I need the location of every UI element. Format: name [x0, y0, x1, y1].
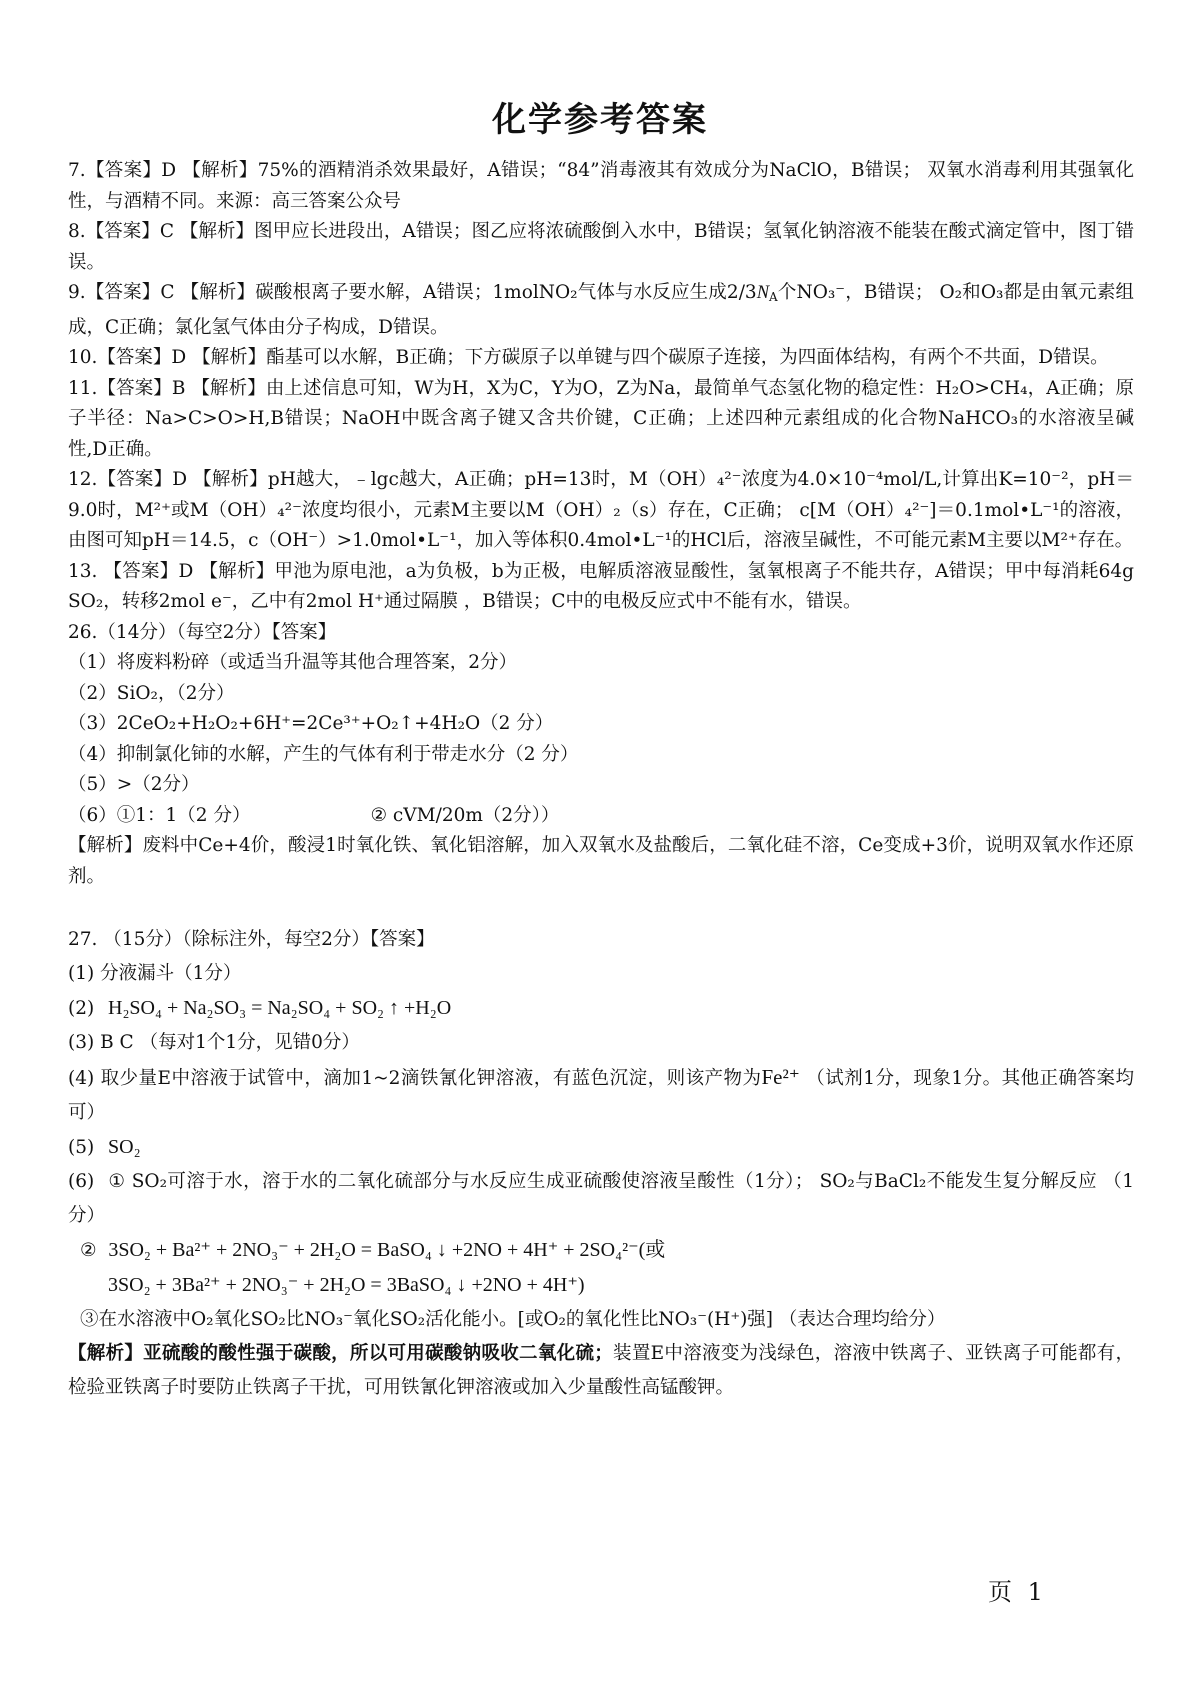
q27-analysis-bold: 【解析】亚硫酸的酸性强于碳酸，所以可用碳酸钠吸收二氧化硫； [68, 1343, 613, 1364]
q27-part-6-1 [68, 1165, 1134, 1233]
q27-part-1: (1) 分液漏斗（1分） [68, 963, 242, 984]
q27-part-2-label: (2) [68, 998, 95, 1019]
q27-analysis-rest: 装置E中溶液变为浅绿色，溶液中铁离子、亚铁离子可能都有，检验亚铁离子时要防止铁离子干扰，可用铁氰化钾溶液或加入少量酸性高锰酸钾。 [68, 1343, 1134, 1398]
avogadro-subscript: A [769, 290, 778, 304]
q27-part-4-ion: Fe²⁺ [761, 1065, 800, 1089]
answer-9-text-b: 个NO₃⁻，B错误； O₂和O₃都是由氧元素组成，C正确；氯化氢气体由分子构成，D错误。 [68, 282, 1134, 338]
q26-part-2: （2）SiO₂，（2分） [68, 682, 235, 704]
q27-part-5 [68, 1130, 1134, 1165]
q27-part-5-value: SO₂ [108, 1136, 141, 1158]
answer-9-text-a: 9.【答案】C 【解析】碳酸根离子要水解，A错误；1molNO₂气体与水反应生成2/3 [68, 282, 757, 303]
answer-12: 12.【答案】D 【解析】pH越大，﹣lgc越大，A正确；pH=13时，M（OH）₄²⁻浓度为4.0×10⁻⁴mol/L,计算出K=10⁻²，pH＝9.0时，M²⁺或M（OH）₄²⁻浓度均很小，元素M主要以M（OH）₂（s）存在，C正确； c[M（OH）₄²⁻]＝0.1mol•L⁻¹的溶液，由图可知pH＝14.5，c（OH⁻）>1.0mol•L⁻¹，加入等体积0.4mol•L⁻¹的HCl后，溶液呈碱性，不可能元素M主要以M²⁺存在。 [68, 469, 1134, 551]
q26-part-6 [68, 801, 1134, 832]
answer-7: 7.【答案】D 【解析】75%的酒精消杀效果最好，A错误；“84”消毒液其有效成分为NaClO，B错误； 双氧水消毒利用其强氧化性，与酒精不同。来源：高三答案公众号 [68, 160, 1134, 212]
q27-analysis [68, 1337, 1134, 1405]
q26-part-5: （5）>（2分） [68, 774, 200, 795]
answer-10: 10.【答案】D 【解析】酯基可以水解，B正确；下方碳原子以单键与四个碳原子连接，为四面体结构，有两个不共面，D错误。 [68, 347, 1109, 368]
answer-content [68, 156, 1134, 1405]
q27-part-3: (3) B C （每对1个1分，见错0分） [68, 1032, 360, 1053]
q27-part-4-text-a: (4) 取少量E中溶液于试管中，滴加1~2滴铁氰化钾溶液，有蓝色沉淀，则该产物为 [68, 1068, 762, 1089]
answer-13: 13. 【答案】D 【解析】甲池为原电池，a为负极，b为正极，电解质溶液显酸性，氢氧根离子不能共存，A错误；甲中每消耗64g SO₂，转移2mol e⁻，乙中有2mol H⁺通过隔膜 ，B错误；C中的电极反应式中不能有水，错误。 [68, 560, 1134, 612]
page-number: 页 1 [988, 1578, 1047, 1606]
q26-part-6-a: （6）①1：1（2 分） [68, 804, 251, 826]
q26-part-4: （4）抑制氯化铈的水解，产生的气体有利于带走水分（2 分） [68, 743, 579, 765]
q27-part-5-label: (5) [68, 1137, 95, 1158]
avogadro-symbol: N [756, 283, 770, 303]
q27-part-6-2-line-2 [68, 1268, 1134, 1303]
q27-part-2 [68, 991, 1134, 1026]
page-title: 化学参考答案 [492, 100, 708, 140]
q27-part-4 [68, 1060, 1134, 1130]
q26-part-6-b: ② cVM/20m（2分）） [370, 804, 560, 826]
q27-part-6-2-equation-1: 3SO₂ + Ba²⁺ + 2NO₃⁻ + 2H₂O = BaSO₄ ↓ +2NO + 4H⁺ + 2SO₄²⁻(或 [108, 1239, 666, 1261]
q27-part-4-text-b: （试剂1分，现象1分。其他正确答案均可） [68, 1068, 1134, 1123]
q27-part-6-2 [68, 1233, 1134, 1268]
q27-part-6-3: ③在水溶液中O₂氧化SO₂比NO₃⁻氧化SO₂活化能小。[或O₂的氧化性比NO₃⁻(H⁺)强] （表达合理均给分） [80, 1309, 946, 1330]
answer-8: 8.【答案】C 【解析】图甲应长进段出，A错误；图乙应将浓硫酸倒入水中，B错误；氢氧化钠溶液不能装在酸式滴定管中，图丁错误。 [68, 221, 1134, 273]
q27-part-6-label: (6) [68, 1171, 95, 1192]
q27-part-2-equation: H₂SO₄ + Na₂SO₃ = Na₂SO₄ + SO₂ ↑ +H₂O [108, 997, 452, 1019]
q27-part-6-2-marker: ② [80, 1240, 97, 1261]
q27-part-6-2-equation-2: 3SO₂ + 3Ba²⁺ + 2NO₃⁻ + 2H₂O = 3BaSO₄ ↓ +2NO + 4H⁺) [108, 1274, 585, 1296]
q27-section [68, 923, 1134, 1405]
q27-part-6-1-text: ① SO₂可溶于水，溶于水的二氧化硫部分与水反应生成亚硫酸使溶液呈酸性（1分）； SO₂与BaCl₂不能发生复分解反应 （1分） [68, 1171, 1134, 1226]
answer-11: 11.【答案】B 【解析】由上述信息可知，W为H，X为C，Y为O，Z为Na，最简单气态氢化物的稳定性：H₂O>CH₄，A正确；原子半径：Na>C>O>H,B错误；NaOH中既含离子键又含共价键，C正确；上述四种元素组成的化合物NaHCO₃的水溶液呈碱性,D正确。 [68, 377, 1134, 460]
q27-header: 27. （15分）（除标注外，每空2分）【答案】 [68, 929, 435, 950]
q26-header: 26.（14分）（每空2分）【答案】 [68, 621, 337, 643]
section-spacer [68, 892, 1134, 923]
q26-part-3: （3）2CeO₂+H₂O₂+6H⁺=2Ce³⁺+O₂↑+4H₂O（2 分） [68, 713, 554, 734]
q26-analysis: 【解析】废料中Ce+4价，酸浸1时氧化铁、氧化铝溶解，加入双氧水及盐酸后，二氧化硅不溶，Ce变成+3价，说明双氧水作还原剂。 [68, 835, 1134, 887]
q26-part-1: （1）将废料粉碎（或适当升温等其他合理答案，2分） [68, 652, 518, 673]
answer-9 [68, 278, 1134, 343]
